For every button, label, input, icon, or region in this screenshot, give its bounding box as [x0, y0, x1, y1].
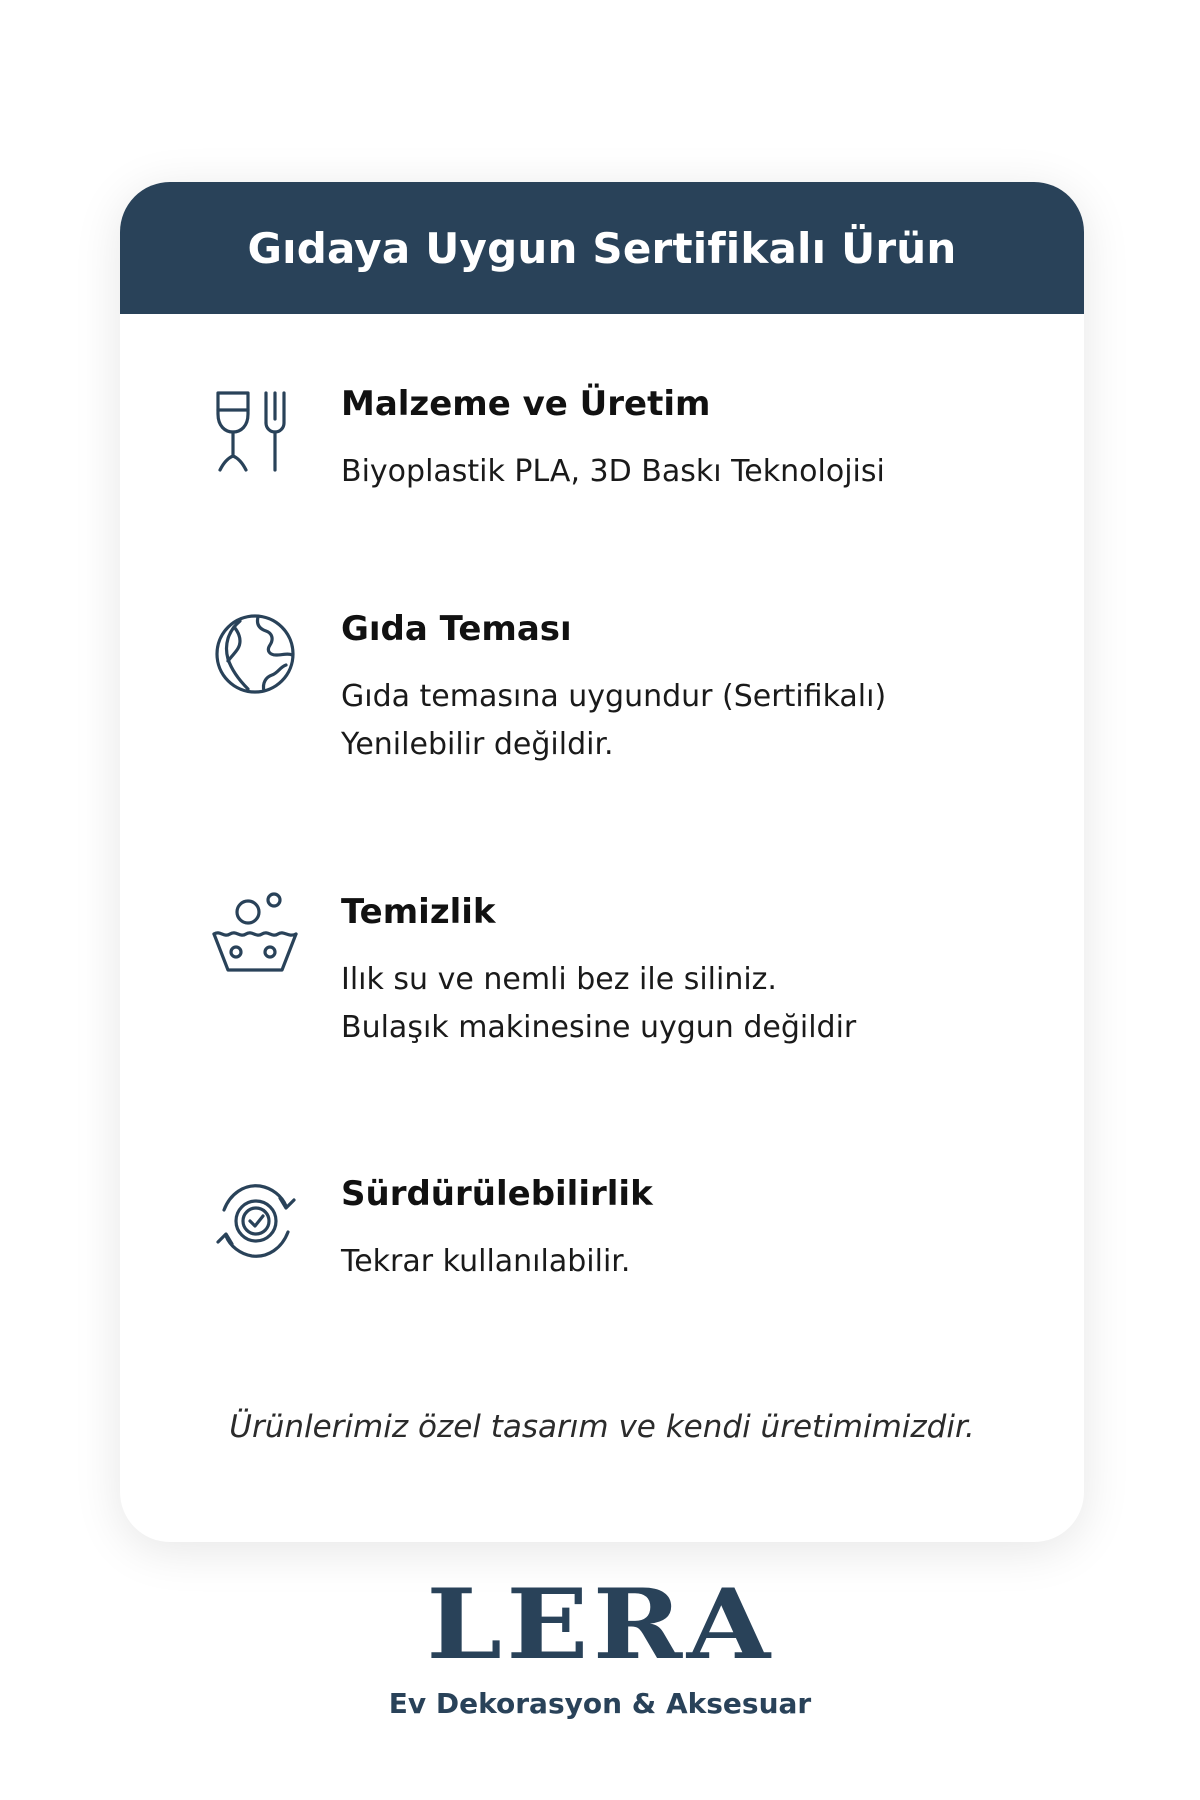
card-header: [120, 182, 1084, 314]
feature-description: Ilık su ve nemli bez ile siliniz.: [341, 962, 777, 997]
feature-description: Yenilebilir değildir.: [341, 727, 614, 762]
brand-block: [0, 1568, 1200, 1720]
recycle-check-icon: [210, 1176, 300, 1266]
brand-logo: LERA: [425, 1568, 775, 1681]
feature-description: Biyoplastik PLA, 3D Baskı Teknolojisi: [341, 454, 885, 489]
tagline: Ürünlerimiz özel tasarım ve kendi üretimimizdir.: [229, 1409, 975, 1445]
feature-description: Bulaşık makinesine uygun değildir: [341, 1010, 857, 1045]
glass-fork-icon: [210, 386, 300, 476]
card-title: Gıdaya Uygun Sertifikalı Ürün: [247, 223, 957, 273]
brand-subtitle: Ev Dekorasyon & Aksesuar: [388, 1687, 812, 1720]
feature-description: Gıda temasına uygundur (Sertifikalı): [341, 679, 887, 714]
feature-title: Malzeme ve Üretim: [341, 384, 711, 424]
info-card: [120, 182, 1084, 1542]
feature-title: Temizlik: [341, 892, 496, 932]
eco-globe-icon: [210, 609, 300, 699]
feature-title: Gıda Teması: [341, 609, 572, 649]
hand-wash-basin-icon: [210, 890, 300, 980]
feature-description: Tekrar kullanılabilir.: [341, 1244, 631, 1279]
feature-title: Sürdürülebilirlik: [341, 1174, 653, 1214]
